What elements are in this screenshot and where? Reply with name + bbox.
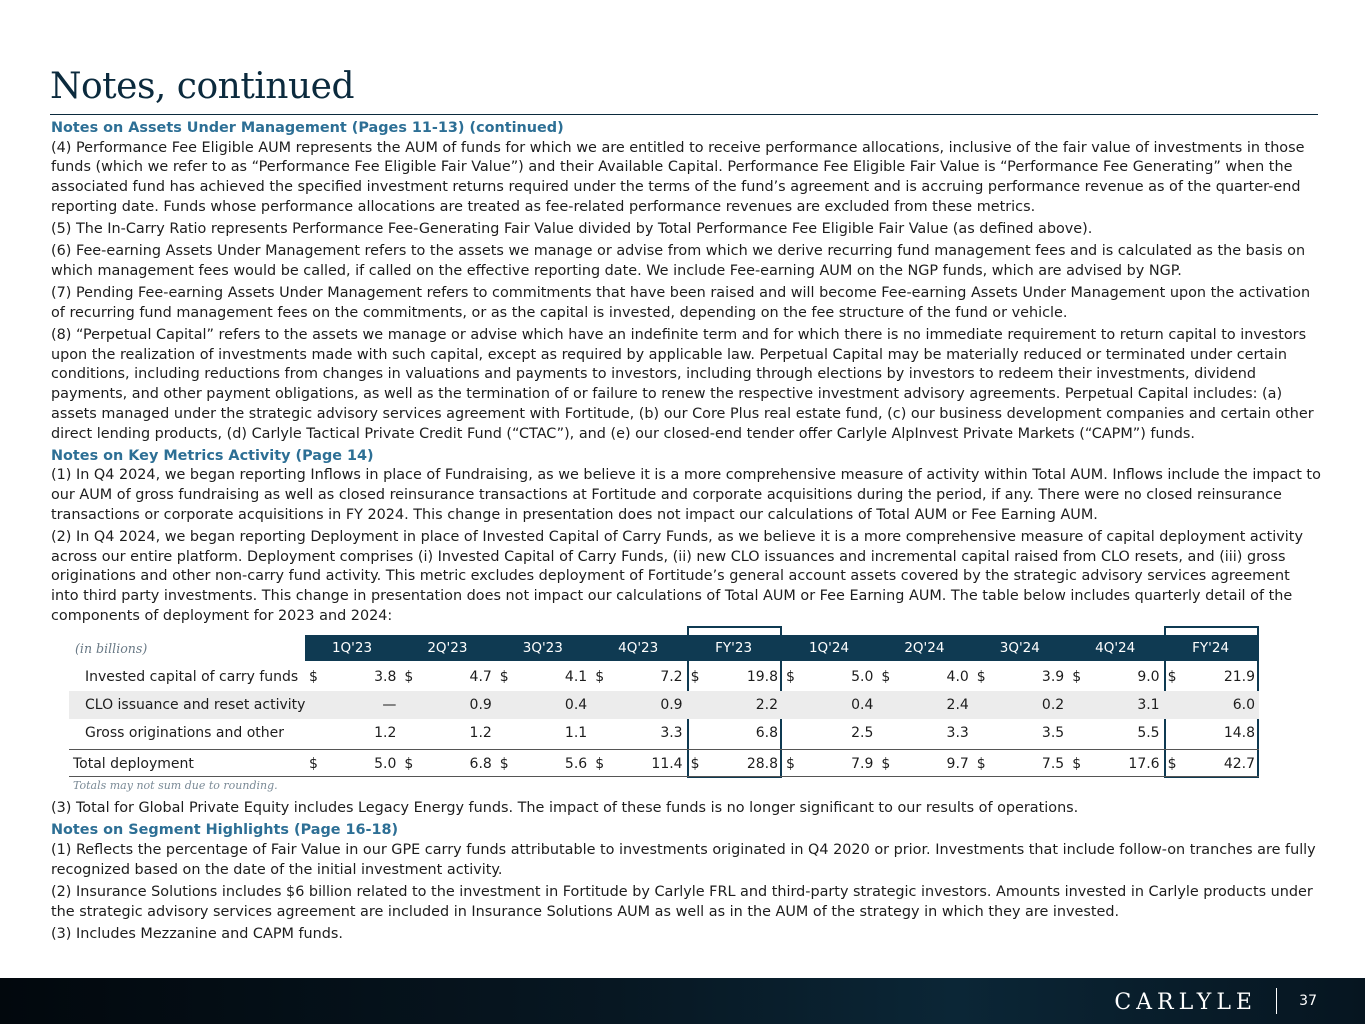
table-cell: 7.9 [851, 756, 874, 773]
column-header: 2Q'23 [427, 640, 468, 657]
note-aum-4: (4) Performance Fee Eligible AUM represents the AUM of funds for which we are entitled to receive performance allocations, inclusive of the fair value of investments in those funds (which we refer to as “Performance Fee Eligible Fair Value”) and their Available Capital. Performance Fee Eligible Fair Value is “Performance Fee Generating” when the associated fund has achieved the specified investment returns required under the terms of the fund’s agreement and is accruing performance revenue as of the quarter-end reporting date. Funds whose performance allocations are treated as fee-related performance revenues are excluded from these metrics. [51, 139, 1305, 215]
table-cell: 19.8 [746, 669, 778, 686]
dollar-sign: $ [976, 756, 986, 773]
unit-label: (in billions) [75, 641, 148, 657]
table-cell: 5.6 [564, 756, 588, 773]
table-cell: 28.8 [746, 756, 778, 773]
table-cell: — [382, 697, 397, 714]
table-cell: 1.2 [469, 725, 492, 742]
dollar-sign: $ [690, 756, 700, 773]
table-row [69, 719, 1259, 747]
table-cell: 0.4 [851, 697, 874, 714]
column-header: 4Q'24 [1095, 640, 1136, 657]
column-header: FY'24 [1192, 640, 1230, 657]
table-cell: 14.8 [1223, 725, 1255, 742]
page-title: Notes, continued [50, 66, 355, 107]
dollar-sign: $ [690, 669, 700, 686]
table-cell: 3.5 [1041, 725, 1065, 742]
page-number: 37 [1299, 993, 1317, 1009]
note-aum-7: (7) Pending Fee-earning Assets Under Management refers to commitments that have been raised and will become Fee-earning Assets Under Management upon the activation of recurring fund management fees on the commitments, or as the capital is invested, depending on the fee structure of the fund or vehicle. [51, 285, 1311, 321]
footer-bar [0, 978, 1365, 1024]
title-divider [50, 114, 1318, 115]
note-km-1: (1) In Q4 2024, we began reporting Inflows in place of Fundraising, as we believe it is a more comprehensive measure of activity within Total AUM. Inflows include the impact to our AUM of gross fundraising as well as closed reinsurance transactions at Fortitude and corporate acquisitions during the period, if any. There were no closed reinsurance transactions or corporate acquisitions in FY 2024. This change in presentation does not impact our calculations of Total AUM or Fee Earning AUM. [51, 467, 1321, 523]
dollar-sign: $ [595, 756, 605, 773]
table-row [69, 663, 1259, 691]
note-aum-5: (5) The In-Carry Ratio represents Performance Fee-Generating Fair Value divided by Total Performance Fee Eligible Fair Value (as defined above). [51, 221, 1093, 238]
column-header: 3Q'23 [522, 640, 563, 657]
table-footnote: Totals may not sum due to rounding. [73, 779, 278, 793]
dollar-sign: $ [786, 669, 795, 686]
table-cell: 5.0 [374, 756, 397, 773]
deployment-table [51, 629, 1321, 799]
dollar-sign: $ [499, 669, 509, 686]
table-cell: 5.0 [851, 669, 874, 686]
table-row [69, 691, 1259, 719]
table-cell: 4.0 [946, 669, 969, 686]
section-heading-segment: Notes on Segment Highlights (Page 16-18) [51, 822, 399, 839]
table-cell: 9.7 [946, 756, 969, 773]
table-cell: 0.2 [1041, 697, 1065, 714]
table-cell: 2.5 [851, 725, 874, 742]
table-cell: 21.9 [1223, 669, 1255, 686]
dollar-sign: $ [786, 756, 795, 773]
dollar-sign: $ [309, 669, 318, 686]
table-cell: 4.1 [564, 669, 588, 686]
table-cell: 7.5 [1041, 756, 1065, 773]
dollar-sign: $ [1167, 756, 1177, 773]
dollar-sign: $ [881, 756, 891, 773]
carlyle-logo: CARLYLE [1114, 990, 1257, 1015]
table-cell: 42.7 [1223, 756, 1255, 773]
table-cell: 0.4 [564, 697, 588, 714]
dollar-sign: $ [1072, 669, 1082, 686]
table-cell: 11.4 [651, 756, 683, 773]
table-cell: 3.3 [660, 725, 683, 742]
table-cell: 3.1 [1137, 697, 1160, 714]
table-cell: 17.6 [1128, 756, 1160, 773]
table-cell: 4.7 [469, 669, 492, 686]
table-cell: 5.5 [1137, 725, 1160, 742]
row-label: CLO issuance and reset activity [85, 697, 306, 714]
dollar-sign: $ [595, 669, 605, 686]
table-cell: 2.2 [755, 697, 778, 714]
dollar-sign: $ [976, 669, 986, 686]
note-aum-6: (6) Fee-earning Assets Under Management refers to the assets we manage or advise from which we derive recurring fund management fees and is calculated as the basis on which management fees would be called, if called on the effective reporting date. We include Fee-earning AUM on the NGP funds, which are advised by NGP. [51, 243, 1306, 279]
dollar-sign: $ [404, 669, 414, 686]
table-cell: 0.9 [660, 697, 683, 714]
column-header: 4Q'23 [618, 640, 659, 657]
notes-content [51, 119, 1321, 947]
section-heading-aum: Notes on Assets Under Management (Pages 11-13) (continued) [51, 120, 564, 136]
dollar-sign: $ [881, 669, 891, 686]
column-header: 2Q'24 [904, 640, 945, 657]
table-cell: 1.1 [564, 725, 588, 742]
table-cell: 6.0 [1232, 697, 1255, 714]
table-cell: 9.0 [1137, 669, 1160, 686]
table-cell: 2.4 [946, 697, 969, 714]
note-km-2: (2) In Q4 2024, we began reporting Deployment in place of Invested Capital of Carry Funds, as we believe it is a more comprehensive measure of capital deployment activity across our entire platform. Deployment comprises (i) Invested Capital of Carry Funds, (ii) new CLO issuances and incremental capital raised from CLO resets, and (iii) gross originations and other non-carry fund activity. This metric excludes deployment of Fortitude’s general account assets covered by the strategic advisory services agreement into third party investments. This change in presentation does not impact our calculations of Total AUM or Fee Earning AUM. The table below includes quarterly detail of the components of deployment for 2023 and 2024: [51, 529, 1303, 624]
column-header: 1Q'24 [808, 640, 850, 657]
row-label: Invested capital of carry funds [85, 669, 299, 686]
table-cell: 3.9 [1041, 669, 1065, 686]
table-header [69, 635, 1259, 661]
column-header: FY'23 [715, 640, 753, 657]
table-cell: 3.3 [946, 725, 969, 742]
column-header: 1Q'23 [331, 640, 373, 657]
dollar-sign: $ [1167, 669, 1177, 686]
note-seg-2: (2) Insurance Solutions includes $6 billion related to the investment in Fortitude by Carlyle FRL and third-party strategic investors. Amounts invested in Carlyle products under the strategic advisory services agreement are included in Insurance Solutions AUM as well as in the AUM of the strategy in which they are invested. [51, 883, 1313, 920]
total-row [69, 749, 1259, 777]
table-cell: 7.2 [660, 669, 683, 686]
section-heading-key-metrics: Notes on Key Metrics Activity (Page 14) [51, 447, 374, 464]
table-cell: 3.8 [374, 669, 397, 686]
dollar-sign: $ [309, 756, 318, 773]
note-seg-1: (1) Reflects the percentage of Fair Value in our GPE carry funds attributable to investments originated in Q4 2020 or prior. Investments that include follow-on tranches are fully recognized based on the date of the initial investment activity. [51, 841, 1316, 878]
note-aum-8: (8) “Perpetual Capital” refers to the assets we manage or advise which have an indefinite term and for which there is no immediate requirement to return capital to investors upon the realization of investments made with such capital, except as required by applicable law. Perpetual Capital may be materially reduced or terminated under certain conditions, including reductions from changes in valuations and payments to investors, including through elections by investors to redeem their investments, dividend payments, and other payment obligations, as well as the termination of or failure to renew the respective investment advisory agreements. Perpetual Capital includes: (a) assets managed under the strategic advisory services agreement with Fortitude, (b) our Core Plus real estate fund, (c) our business development companies and certain other direct lending products, (d) Carlyle Tactical Private Credit Fund (“CTAC”), and (e) our closed-end tender offer Carlyle AlpInvest Private Markets (“CAPM”) funds. [51, 327, 1314, 442]
row-label: Total deployment [73, 756, 194, 773]
row-label: Gross originations and other [85, 725, 284, 742]
column-header: 3Q'24 [999, 640, 1040, 657]
dollar-sign: $ [499, 756, 509, 773]
table-cell: 0.9 [469, 697, 492, 714]
table-cell: 6.8 [755, 725, 778, 742]
dollar-sign: $ [404, 756, 414, 773]
dollar-sign: $ [1072, 756, 1082, 773]
table-cell: 6.8 [469, 756, 492, 773]
table-cell: 1.2 [374, 725, 397, 742]
note-seg-3: (3) Includes Mezzanine and CAPM funds. [51, 925, 344, 942]
note-km-3: (3) Total for Global Private Equity includes Legacy Energy funds. The impact of these funds is no longer significant to our results of operations. [51, 800, 1079, 817]
logo-divider [1276, 988, 1277, 1014]
